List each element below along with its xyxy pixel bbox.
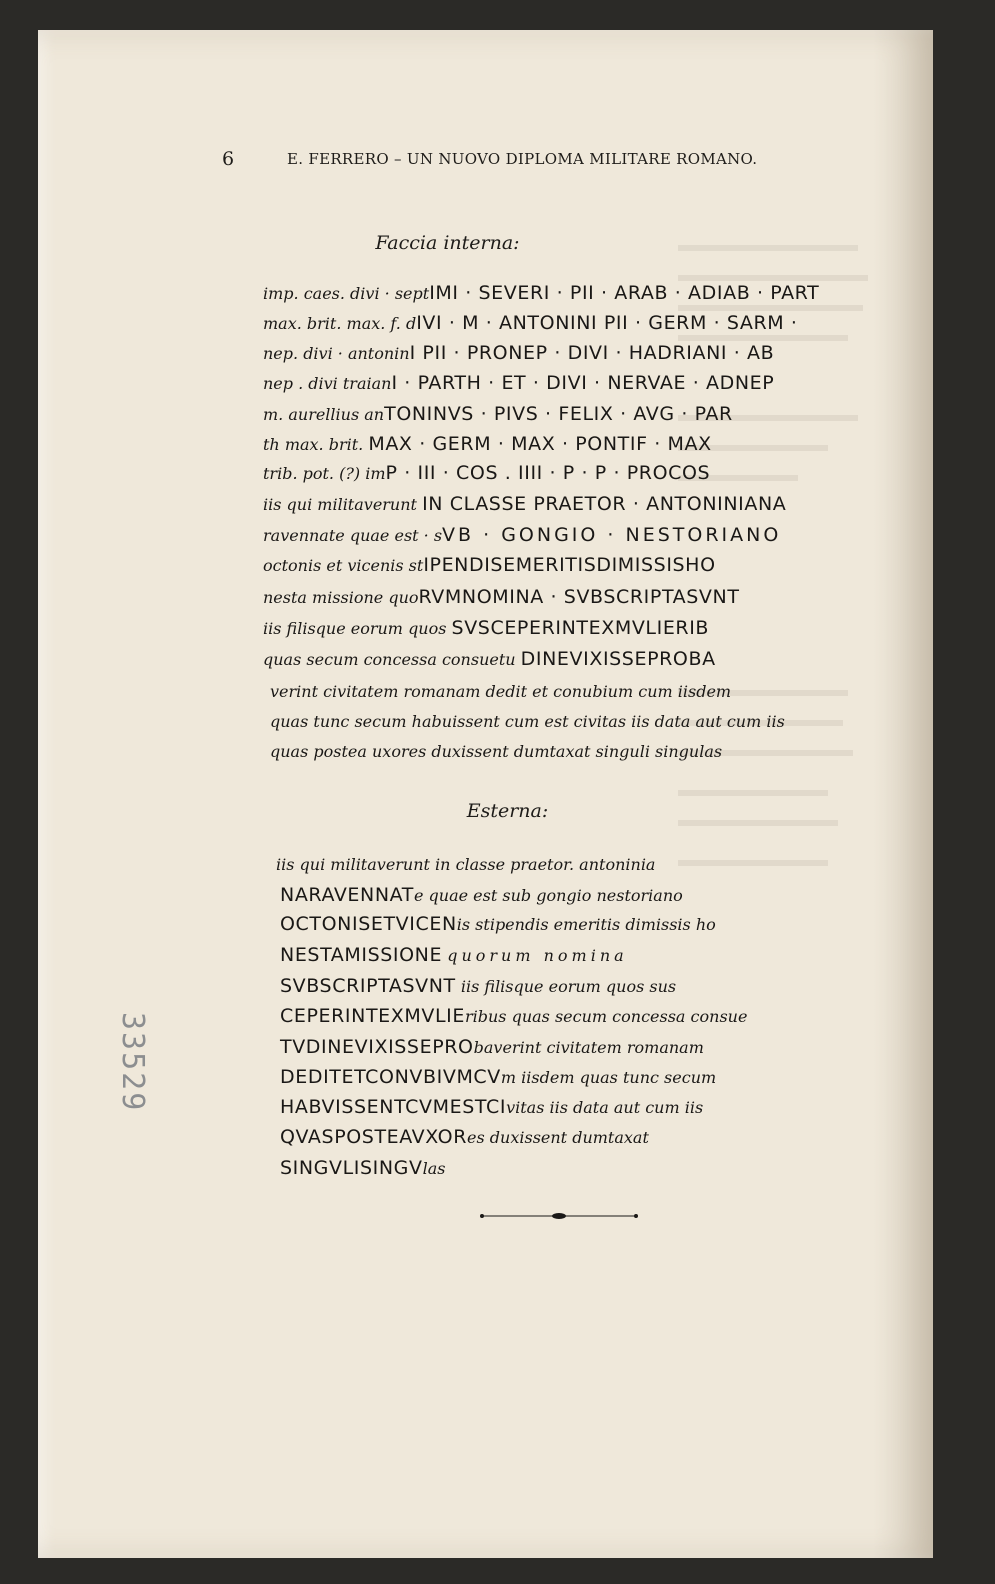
faccia-interna-heading: Faccia interna: bbox=[375, 232, 520, 254]
faccia-line: iis filisque eorum quos SVSCEPERINTEXMVLIERIB bbox=[263, 617, 710, 639]
esterna-line: NESTAMISSIONE quorum nomina bbox=[280, 944, 628, 966]
esterna-line: NARAVENNATe quae est sub gongio nestoriano bbox=[280, 884, 683, 906]
faccia-line: iis qui militaverunt IN CLASSE PRAETOR · ANTONINIANA bbox=[263, 493, 787, 515]
esterna-heading: Esterna: bbox=[466, 800, 549, 822]
esterna-line: SVBSCRIPTASVNT iis filisque eorum quos sus bbox=[280, 975, 677, 997]
faccia-line: th max. brit. MAX · GERM · MAX · PONTIF · MAX bbox=[263, 433, 712, 455]
bleed-through-text bbox=[38, 30, 933, 1558]
esterna-line: HABVISSENTCVMESTCIvitas iis data aut cum iis bbox=[280, 1096, 704, 1118]
faccia-line: quas postea uxores duxissent dumtaxat singuli singulas bbox=[270, 742, 723, 761]
faccia-line: trib. pot. (?) imP · III · COS . IIII · P · P · PROCOS bbox=[263, 462, 711, 484]
esterna-line: DEDITETCONVBIVMCVm iisdem quas tunc secum bbox=[280, 1066, 717, 1088]
ornament-divider bbox=[478, 1208, 640, 1224]
esterna-line: CEPERINTEXMVLIEribus quas secum concessa consue bbox=[280, 1005, 748, 1027]
book-page bbox=[38, 30, 933, 1558]
page-spine-shadow bbox=[873, 30, 933, 1558]
faccia-line: nep. divi · antoninI PII · PRONEP · DIVI · HADRIANI · AB bbox=[263, 342, 775, 364]
esterna-line: SINGVLISINGVlas bbox=[280, 1157, 446, 1179]
faccia-line: nep . divi traianI · PARTH · ET · DIVI · NERVAE · ADNEP bbox=[263, 372, 775, 394]
faccia-line: ravennate quae est · sVB · GONGIO · NESTORIANO bbox=[263, 524, 782, 546]
esterna-line: TVDINEVIXISSEPRObaverint civitatem romanam bbox=[280, 1036, 704, 1058]
faccia-line: max. brit. max. f. dIVI · M · ANTONINI PII · GERM · SARM · bbox=[263, 312, 798, 334]
faccia-line: m. aurellius anTONINVS · PIVS · FELIX · AVG · PAR bbox=[263, 403, 733, 425]
page-number: 6 bbox=[222, 148, 235, 170]
faccia-line: octonis et vicenis stIPENDISEMERITISDIMISSISHO bbox=[263, 554, 716, 576]
faccia-line: quas tunc secum habuissent cum est civitas iis data aut cum iis bbox=[270, 712, 785, 731]
esterna-line: OCTONISETVICENis stipendis emeritis dimissis ho bbox=[280, 913, 716, 935]
faccia-line: imp. caes. divi · septIMI · SEVERI · PII · ARAB · ADIAB · PART bbox=[263, 282, 820, 304]
esterna-line: iis qui militaverunt in classe praetor. antoninia bbox=[276, 855, 656, 874]
faccia-line: nesta missione quoRVMNOMINA · SVBSCRIPTASVNT bbox=[263, 586, 740, 608]
faccia-line: quas secum concessa consuetu DINEVIXISSEPROBA bbox=[263, 648, 716, 670]
library-stamp: 33529 bbox=[115, 1012, 150, 1113]
faccia-line: verint civitatem romanam dedit et conubium cum iisdem bbox=[270, 682, 732, 701]
running-title: E. FERRERO – UN NUOVO DIPLOMA MILITARE ROMANO. bbox=[287, 150, 758, 168]
esterna-line: QVASPOSTEAVXORes duxissent dumtaxat bbox=[280, 1126, 649, 1148]
